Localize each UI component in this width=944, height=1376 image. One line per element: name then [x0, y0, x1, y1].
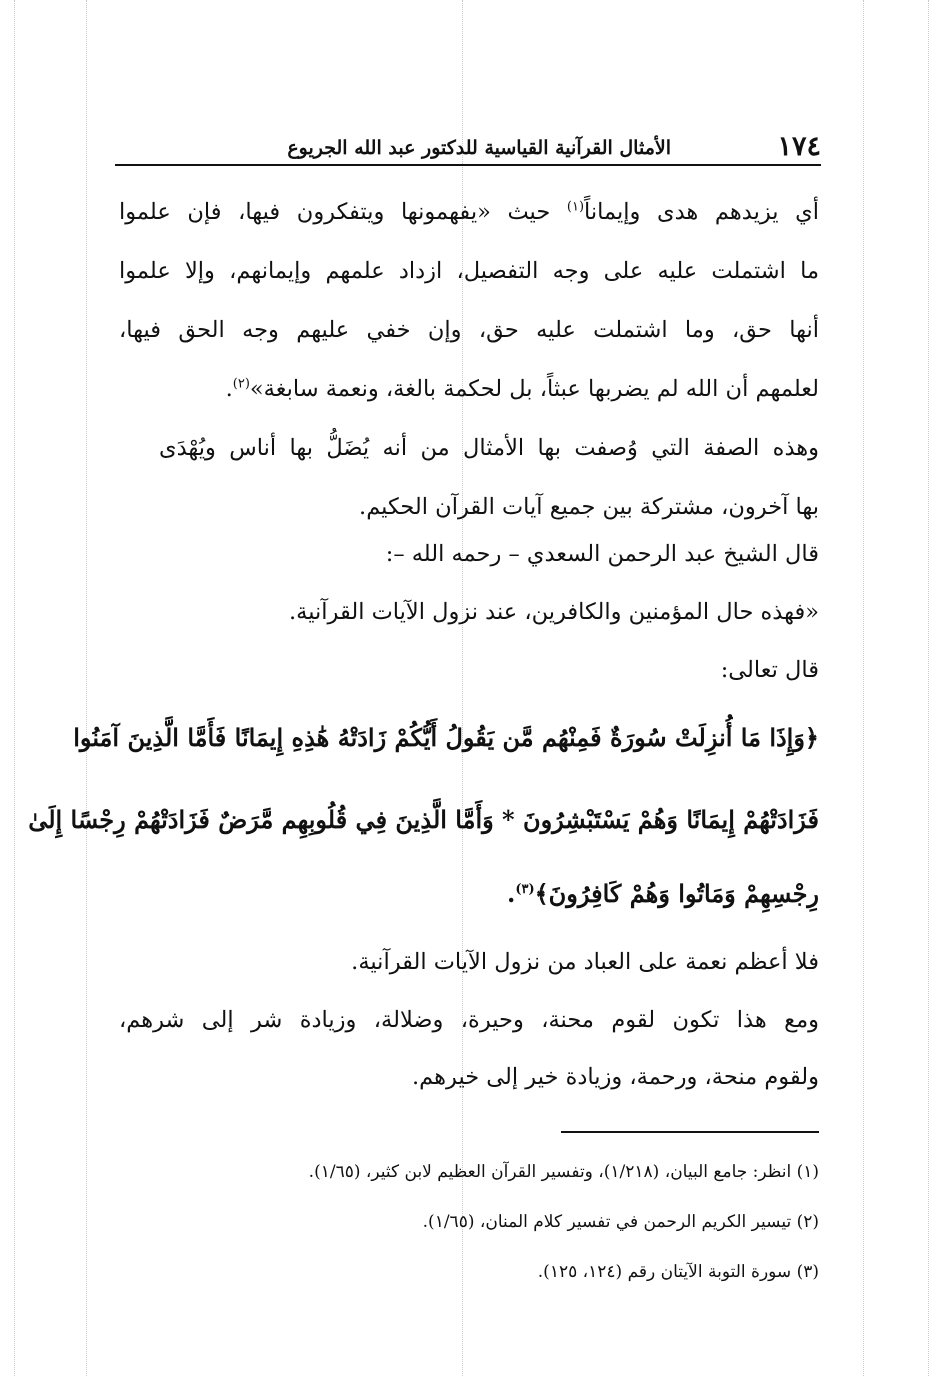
running-title: الأمثال القرآنية القياسية للدكتور عبد الله الجريوع	[287, 137, 671, 159]
text-segment: .	[225, 376, 233, 402]
paragraph-line: ومع هذا تكون لقوم محنة، وحيرة، وضلالة، وزيادة شر إلى شرهم،	[119, 1007, 819, 1033]
paragraph-line	[119, 192, 819, 232]
paragraph-line: قال الشيخ عبد الرحمن السعدي – رحمه الله –:	[385, 541, 819, 567]
page-header	[115, 130, 821, 166]
paragraph-line	[119, 369, 819, 409]
text-segment: رِجْسِهِمْ وَمَاتُوا وَهُمْ كَافِرُونَ﴾	[534, 879, 819, 908]
footnote: (١) انظر: جامع البيان، (١/٢١٨)، وتفسير القرآن العظيم لابن كثير، (١/٦٥).	[308, 1162, 819, 1182]
footnote: (٣) سورة التوبة الآيتان رقم (١٢٤، ١٢٥).	[537, 1262, 819, 1282]
scan-guide-line	[928, 0, 929, 1376]
scan-guide-line	[14, 0, 15, 1376]
paragraph-line: وهذه الصفة التي وُصفت بها الأمثال من أنه يُضَلُّ بها أناس ويُهْدَى	[159, 435, 819, 461]
footnote-reference: (١)	[566, 199, 585, 215]
paragraph-line: بها آخرون، مشتركة بين جميع آيات القرآن الحكيم.	[359, 494, 819, 520]
footnote-reference: (٢)	[232, 376, 250, 392]
text-segment: لعلمهم أن الله لم يضربها عبثاً، بل لحكمة بالغة، ونعمة سابغة»	[249, 376, 819, 402]
quran-verse-line	[119, 874, 819, 914]
paragraph-line: فلا أعظم نعمة على العباد من نزول الآيات القرآنية.	[351, 949, 819, 975]
quote-line: «فهذه حال المؤمنين والكافرين، عند نزول الآيات القرآنية.	[289, 599, 819, 625]
paragraph-line: ما اشتملت عليه على وجه التفصيل، ازداد علمهم وإيمانهم، وإلا علموا	[119, 258, 819, 284]
footnote: (٢) تيسير الكريم الرحمن في تفسير كلام المنان، (١/٦٥).	[422, 1212, 819, 1232]
text-segment: أي يزيدهم هدى وإيماناً	[584, 199, 819, 225]
text-segment: .	[506, 879, 516, 908]
quran-verse-line: ﴿وَإِذَا مَا أُنزِلَتْ سُورَةٌ فَمِنْهُم مَّن يَقُولُ أَيُّكُمْ زَادَتْهُ هَٰذِهِ إِيمَانًا فَأَمَّا الَّذِينَ آمَنُوا	[73, 723, 819, 752]
page-number: ١٧٤	[777, 131, 821, 162]
footnote-reference: (٣)	[515, 882, 535, 897]
paragraph-line: قال تعالى:	[720, 657, 819, 683]
footnote-divider	[561, 1131, 819, 1133]
paragraph-line: أنها حق، وما اشتملت عليه حق، وإن خفي عليهم وجه الحق فيها،	[119, 317, 819, 343]
text-segment: حيث «يفهمونها ويتفكرون فيها، فإن علموا	[119, 199, 551, 225]
quran-verse-line: فَزَادَتْهُمْ إِيمَانًا وَهُمْ يَسْتَبْشِرُونَ * وَأَمَّا الَّذِينَ فِي قُلُوبِهِم مَّرَضٌ فَزَادَتْهُمْ رِجْسًا إِلَىٰ	[28, 805, 819, 834]
scan-guide-line	[86, 0, 87, 1376]
paragraph-line: ولقوم منحة، ورحمة، وزيادة خير إلى خيرهم.	[412, 1064, 819, 1090]
scan-guide-line	[863, 0, 864, 1376]
